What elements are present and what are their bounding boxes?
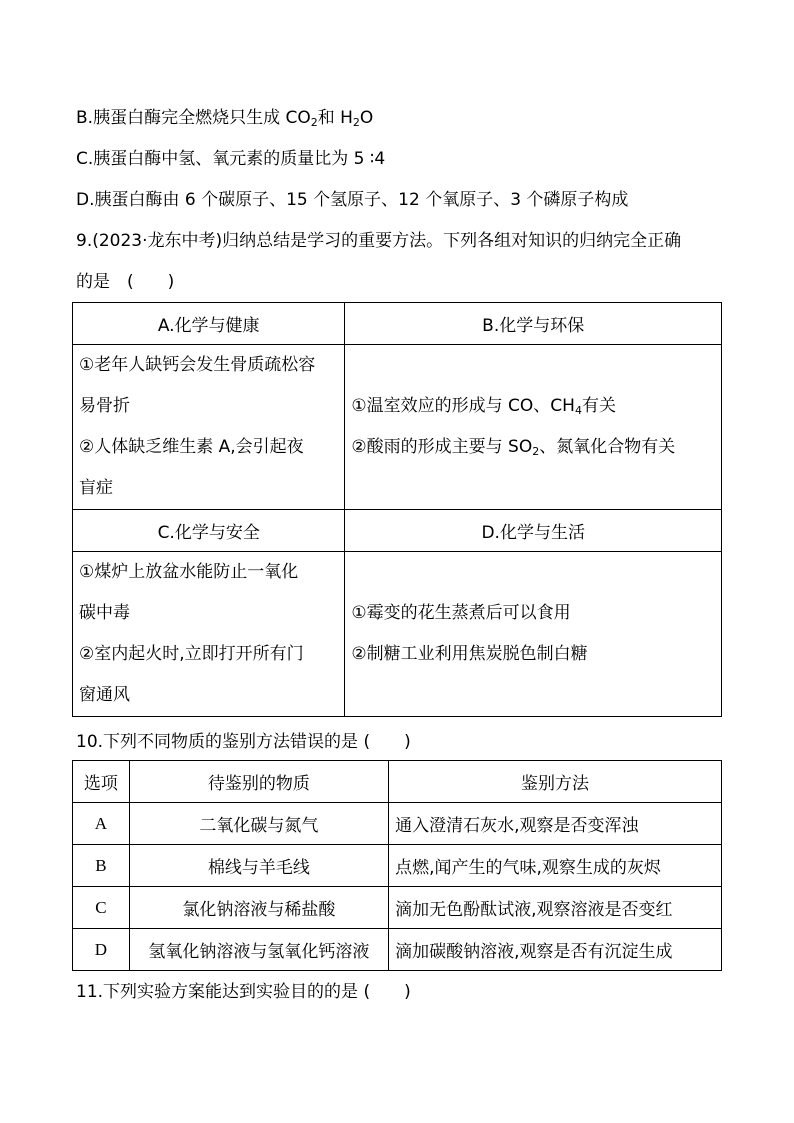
q9-a-item1-line1: ①老年人缺钙会发生骨质疏松容 <box>79 355 316 375</box>
q9-c-item1-line1: ①煤炉上放盆水能防止一氧化 <box>79 562 299 582</box>
q9-options-table <box>72 302 722 717</box>
q9-c-item1-line2: 碳中毒 <box>79 603 130 623</box>
q9-b-item1: ①温室效应的形成与 CO、$CH_4$有关 <box>351 396 616 417</box>
q10-row-substance: 二氧化碳与氮气 <box>129 803 388 845</box>
q9-a-item1-line2: 易骨折 <box>79 396 130 416</box>
q10-row-option: C <box>73 887 130 929</box>
q9-a-content <box>73 345 345 510</box>
q10-row-substance: 棉线与羊毛线 <box>129 845 388 887</box>
q9-a-item2-line1: ②人体缺乏维生素 A,会引起夜 <box>79 437 304 457</box>
q8-option-b: B.胰蛋白酶完全燃烧只生成 $CO_2$和 $H_2O$ <box>76 108 374 129</box>
q10-stem: 10.下列不同物质的鉴别方法错误的是 ( ) <box>76 732 411 752</box>
q10-row-method: 滴加无色酚酞试液,观察溶液是否变红 <box>389 887 722 929</box>
q10-row-substance: 氢氧化钠溶液与氢氧化钙溶液 <box>129 929 388 971</box>
q9-stem-line2: 的是 ( ) <box>76 272 175 292</box>
q10-header-row <box>73 761 722 803</box>
q8-option-d: D.胰蛋白酶由 6 个碳原子、15 个氢原子、12 个氧原子、3 个磷原子构成 <box>76 190 629 210</box>
q9-a-item2-line2: 盲症 <box>79 478 113 498</box>
q10-header-substance: 待鉴别的物质 <box>129 761 388 803</box>
q9-stem-line1: 9.(2023·龙东中考)归纳总结是学习的重要方法。下列各组对知识的归纳完全正确 <box>76 231 682 251</box>
table-row <box>73 845 722 887</box>
q9-b-title: B.化学与环保 <box>345 303 722 345</box>
q10-table <box>72 760 722 971</box>
q10-row-option: A <box>73 803 130 845</box>
q10-row-substance: 氯化钠溶液与稀盐酸 <box>129 887 388 929</box>
q8-option-c: C.胰蛋白酶中氢、氧元素的质量比为 5 ∶4 <box>76 149 386 169</box>
q9-c-title: C.化学与安全 <box>73 510 345 552</box>
q9-d-item1: ①霉变的花生蒸煮后可以食用 <box>351 603 571 623</box>
q9-d-title: D.化学与生活 <box>345 510 722 552</box>
q10-row-option: B <box>73 845 130 887</box>
q10-row-method: 滴加碳酸钠溶液,观察是否有沉淀生成 <box>389 929 722 971</box>
q9-b-item2: ②酸雨的形成主要与 $SO_2$、氮氧化合物有关 <box>351 437 676 458</box>
q9-c-item2-line1: ②室内起火时,立即打开所有门 <box>79 644 304 664</box>
table-row <box>73 887 722 929</box>
q9-c-item2-line2: 窗通风 <box>79 685 130 705</box>
table-row <box>73 929 722 971</box>
q9-c-content <box>73 552 345 717</box>
q10-header-option: 选项 <box>73 761 130 803</box>
q11-stem: 11.下列实验方案能达到实验目的的是 ( ) <box>76 982 411 1002</box>
q10-row-method: 通入澄清石灰水,观察是否变浑浊 <box>389 803 722 845</box>
table-row <box>73 803 722 845</box>
q10-header-method: 鉴别方法 <box>389 761 722 803</box>
q9-d-item2: ②制糖工业利用焦炭脱色制白糖 <box>351 644 588 664</box>
q10-row-method: 点燃,闻产生的气味,观察生成的灰烬 <box>389 845 722 887</box>
q9-d-content <box>345 552 722 717</box>
q9-a-title: A.化学与健康 <box>73 303 345 345</box>
q10-row-option: D <box>73 929 130 971</box>
q9-b-content <box>345 345 722 510</box>
